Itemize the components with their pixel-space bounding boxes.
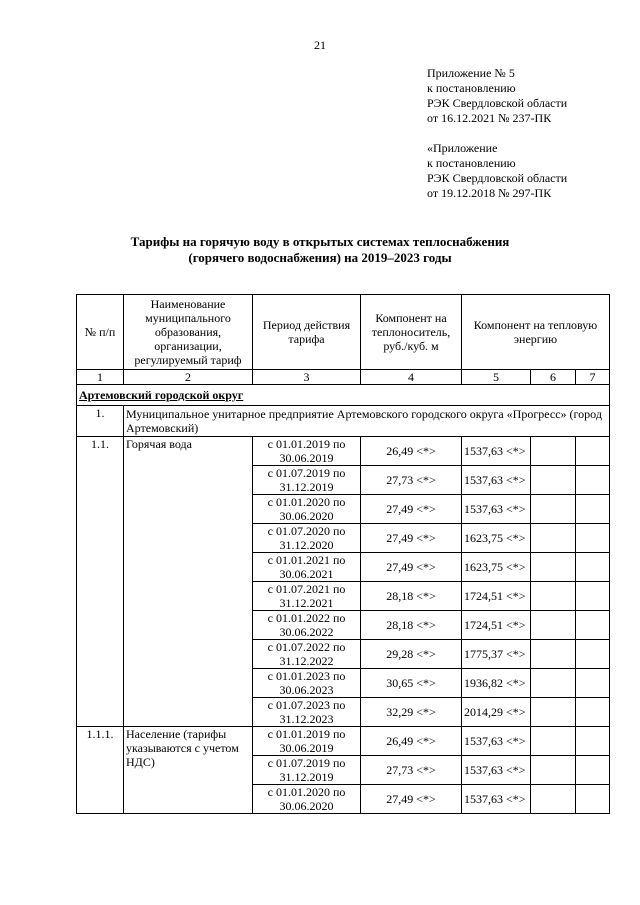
coolant-value: 26,49 <*>	[361, 727, 462, 756]
period: с 01.01.2022 по 30.06.2022	[253, 611, 361, 640]
title-line-2: (горячего водоснабжения) на 2019–2023 годы	[188, 250, 452, 265]
period: с 01.07.2020 по 31.12.2020	[253, 524, 361, 553]
group-name: Горячая вода	[124, 437, 253, 727]
column-number: 5	[462, 370, 531, 385]
empty-cell	[531, 582, 576, 611]
appendix-line: к постановлению	[427, 81, 516, 95]
appendix-current	[427, 66, 567, 126]
appendix-line: от 19.12.2018 № 297-ПК	[427, 186, 552, 200]
column-number: 7	[576, 370, 610, 385]
appendix-line: от 16.12.2021 № 237-ПК	[427, 111, 552, 125]
period: с 01.01.2019 по 30.06.2019	[253, 437, 361, 466]
group-name: Население (тарифы указываются с учетом НДС)	[124, 727, 253, 814]
period: с 01.07.2022 по 31.12.2022	[253, 640, 361, 669]
header-coolant: Компонент на теплоноситель, руб./куб. м	[361, 295, 462, 370]
coolant-value: 27,49 <*>	[361, 553, 462, 582]
coolant-value: 27,49 <*>	[361, 785, 462, 814]
empty-cell	[531, 495, 576, 524]
appendix-line: к постановлению	[427, 156, 516, 170]
empty-cell	[576, 495, 610, 524]
thermal-value: 1537,63 <*>	[462, 495, 531, 524]
thermal-value: 1537,63 <*>	[462, 785, 531, 814]
appendix-line: «Приложение	[427, 141, 498, 155]
district-name: Артемовский городской округ	[77, 385, 610, 406]
district-row	[77, 385, 610, 406]
empty-cell	[576, 582, 610, 611]
column-number-row	[77, 370, 610, 385]
empty-cell	[576, 669, 610, 698]
empty-cell	[576, 640, 610, 669]
empty-cell	[576, 756, 610, 785]
column-number: 4	[361, 370, 462, 385]
period: с 01.07.2021 по 31.12.2021	[253, 582, 361, 611]
thermal-value: 1936,82 <*>	[462, 669, 531, 698]
period: с 01.01.2023 по 30.06.2023	[253, 669, 361, 698]
period: с 01.01.2020 по 30.06.2020	[253, 785, 361, 814]
thermal-value: 1537,63 <*>	[462, 466, 531, 495]
thermal-value: 1537,63 <*>	[462, 756, 531, 785]
header-num: № п/п	[77, 295, 124, 370]
empty-cell	[531, 524, 576, 553]
thermal-value: 2014,29 <*>	[462, 698, 531, 727]
column-number: 3	[253, 370, 361, 385]
coolant-value: 27,49 <*>	[361, 495, 462, 524]
coolant-value: 26,49 <*>	[361, 437, 462, 466]
empty-cell	[531, 437, 576, 466]
header-period: Период действия тарифа	[253, 295, 361, 370]
thermal-value: 1623,75 <*>	[462, 524, 531, 553]
title-line-1: Тарифы на горячую воду в открытых системах теплоснабжения	[130, 234, 510, 249]
coolant-value: 28,18 <*>	[361, 611, 462, 640]
organization-num: 1.	[77, 406, 124, 437]
appendix-line: РЭК Свердловской области	[427, 96, 568, 110]
header-row	[77, 295, 610, 370]
empty-cell	[531, 640, 576, 669]
thermal-value: 1724,51 <*>	[462, 582, 531, 611]
empty-cell	[531, 727, 576, 756]
period: с 01.01.2020 по 30.06.2020	[253, 495, 361, 524]
header-thermal: Компонент на тепловую энергию	[462, 295, 610, 370]
thermal-value: 1537,63 <*>	[462, 437, 531, 466]
tariff-table	[76, 294, 610, 814]
group-num: 1.1.	[77, 437, 124, 727]
empty-cell	[576, 698, 610, 727]
period: с 01.01.2021 по 30.06.2021	[253, 553, 361, 582]
tariff-row	[77, 437, 610, 466]
empty-cell	[576, 437, 610, 466]
coolant-value: 27,73 <*>	[361, 466, 462, 495]
document-title	[0, 234, 640, 266]
empty-cell	[531, 785, 576, 814]
column-number: 1	[77, 370, 124, 385]
empty-cell	[531, 669, 576, 698]
group-num: 1.1.1.	[77, 727, 124, 814]
coolant-value: 29,28 <*>	[361, 640, 462, 669]
appendix-line: РЭК Свердловской области	[427, 171, 568, 185]
thermal-value: 1775,37 <*>	[462, 640, 531, 669]
period: с 01.07.2019 по 31.12.2019	[253, 466, 361, 495]
thermal-value: 1623,75 <*>	[462, 553, 531, 582]
period: с 01.01.2019 по 30.06.2019	[253, 727, 361, 756]
empty-cell	[576, 727, 610, 756]
thermal-value: 1537,63 <*>	[462, 727, 531, 756]
coolant-value: 27,73 <*>	[361, 756, 462, 785]
empty-cell	[531, 466, 576, 495]
empty-cell	[531, 553, 576, 582]
coolant-value: 30,65 <*>	[361, 669, 462, 698]
empty-cell	[531, 756, 576, 785]
tariff-row	[77, 727, 610, 756]
appendix-line: Приложение № 5	[427, 66, 515, 80]
thermal-value: 1724,51 <*>	[462, 611, 531, 640]
period: с 01.07.2023 по 31.12.2023	[253, 698, 361, 727]
column-number: 6	[531, 370, 576, 385]
appendix-previous	[427, 141, 567, 201]
empty-cell	[531, 611, 576, 640]
empty-cell	[576, 553, 610, 582]
empty-cell	[576, 524, 610, 553]
coolant-value: 32,29 <*>	[361, 698, 462, 727]
column-number: 2	[124, 370, 253, 385]
coolant-value: 27,49 <*>	[361, 524, 462, 553]
coolant-value: 28,18 <*>	[361, 582, 462, 611]
organization-name: Муниципальное унитарное предприятие Артемовского городского округа «Прогресс» (город Артемовский)	[124, 406, 610, 437]
period: с 01.07.2019 по 31.12.2019	[253, 756, 361, 785]
empty-cell	[576, 785, 610, 814]
page-number: 21	[314, 38, 326, 52]
empty-cell	[576, 466, 610, 495]
organization-row	[77, 406, 610, 437]
empty-cell	[576, 611, 610, 640]
empty-cell	[531, 698, 576, 727]
header-name: Наименование муниципального образования, организации, регулируемый тариф	[124, 295, 253, 370]
